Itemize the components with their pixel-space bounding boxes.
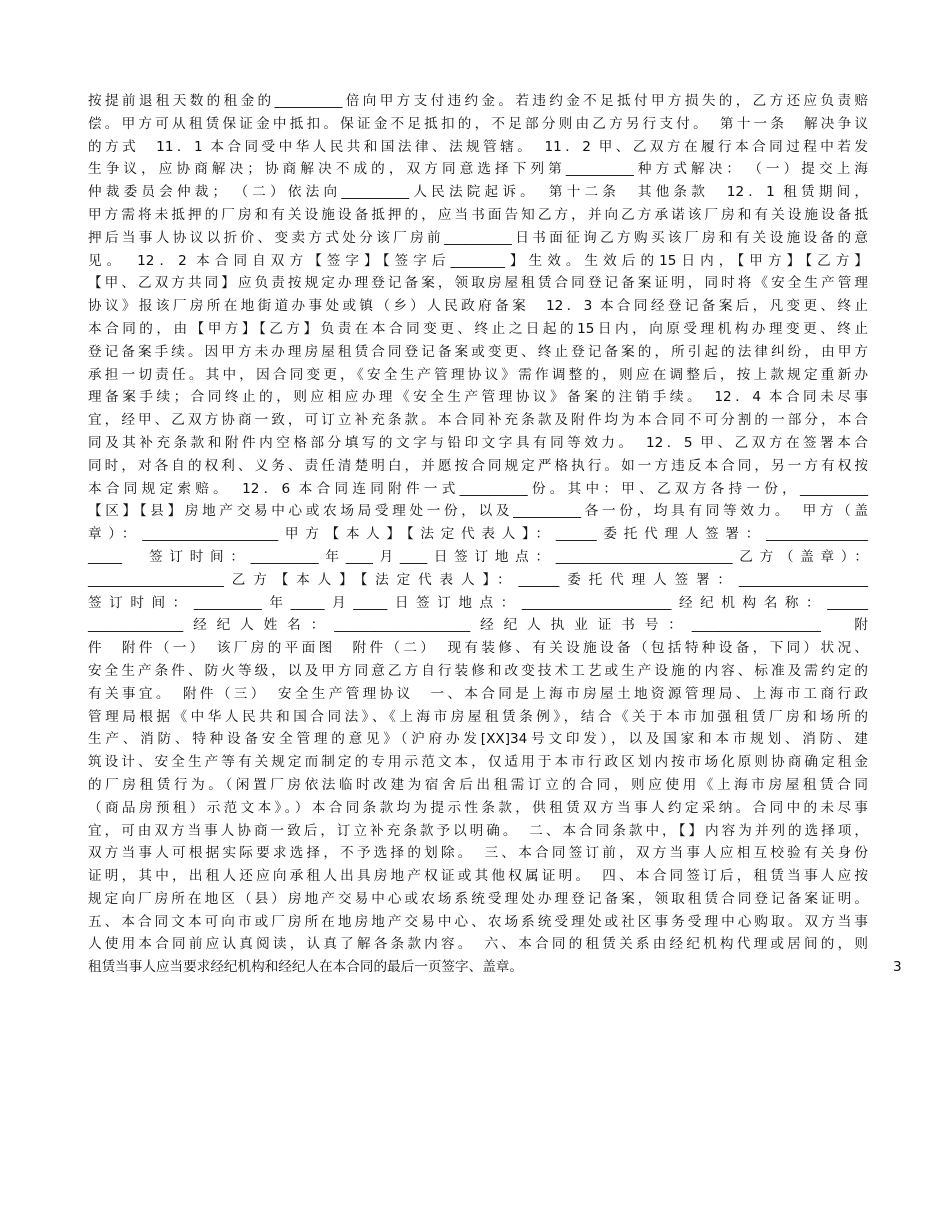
text-line: 生产、消防、特种设备安全管理的意见》（沪府办发[XX]34号文印发），以及国家和本市规划、消防、建 [88,731,868,748]
text-line: 押后当事人协议以折价、变卖方式处分该厂房前__________日书面征询乙方购买该厂房和有关设施设备的意 [88,229,868,246]
document-body [88,90,902,979]
text-line: 【甲、乙双方共同】应负责按规定办理登记备案，领取房屋租赁合同登记备案证明，同时将《安全生产管理 [88,275,868,292]
text-line: 件 附件（一） 该厂房的平面图 附件（二） 现有装修、有关设施设备（包括特种设备，下同）状况、 [88,640,868,657]
text-line: 按提前退租天数的租金的__________倍向甲方支付违约金。若违约金不足抵付甲方损失的，乙方还应负责赔 [88,93,868,109]
text-line: 本合同的，由【甲方】【乙方】负责在本合同变更、终止之日起的15日内，向原受理机构办理变更、终止 [88,320,868,337]
text-line: 安全生产条件、防火等级，以及甲方同意乙方自行装修和改变技术工艺或生产设施的内容、标准及需约定的 [88,662,868,679]
text-line: 【区】【县】房地产交易中心或农场局受理处一份，以及__________各一份，均具有同等效力。 甲方（盖 [88,503,868,520]
text-line: 章）：____________________甲方【本人】【法定代表人】：______委托代理人签署：_______________ [88,526,868,543]
text-line: 规定向厂房所在地区（县）房地产交易中心或农场系统受理处办理登记备案，领取租赁合同登记备案证明。 [88,890,868,907]
text-line: 仲裁委员会仲裁； （二）依法向__________人民法院起诉。 第十二条 其他条款 12．1 租赁期间， [88,184,868,201]
text-line: 证明，其中，出租人还应向承租人出具房地产权证或其他权属证明。 四、本合同签订后，租赁当事人应按 [88,868,868,885]
text-line: _____ 签订时间：__________年____月____日签订地点：__________________________乙方（盖章）： [88,548,868,565]
text-line: ______________经纪人姓名：____________________经纪人执业证书号：___________________ 附 [88,617,868,634]
text-line: 本合同规定索赔。 12．6 本合同连同附件一式__________份。其中：甲、乙双方各持一份，__________ [88,480,868,497]
text-line: ____________________乙方【本人】【法定代表人】：______委托代理人签署：___________________ [88,571,868,588]
text-line: 承担一切责任。其中，因合同变更，《安全生产管理协议》需作调整的，则应在调整后，按上款规定重新办 [88,366,868,383]
text-line: 同时，对各自的权利、义务、责任清楚明白，并愿按合同规定严格执行。如一方违反本合同，另一方有权按 [88,457,868,474]
text-line: 甲方需将未抵押的厂房和有关设施设备抵押的，应当书面告知乙方，并向乙方承诺该厂房和有关设施设备抵 [88,206,868,223]
text-line: 同及其补充条款和附件内空格部分填写的文字与铅印文字具有同等效力。 12．5 甲、乙双方在签署本合 [88,434,868,451]
text-line: 筑设计、安全生产等有关规定而制定的专用示范文本，仅适用于本市行政区划内按市场化原则协商确定租金 [88,754,868,771]
text-line-content: 租赁当事人应当要求经纪机构和经纪人在本合同的最后一页签字、盖章。 [88,959,523,976]
text-line: （商品房预租）示范文本》。）本合同条款均为提示性条款，供租赁双方当事人约定采纳。合同中的未尽事 [88,799,868,816]
text-line: 有关事宜。 附件（三） 安全生产管理协议 一、本合同是上海市房屋土地资源管理局、上海市工商行政 [88,685,868,702]
page-number: 3 [893,959,902,976]
text-line: 生争议，应协商解决；协商解决不成的，双方同意选择下列第__________种方式解决： （一）提交上海 [88,161,868,178]
text-line [88,956,902,979]
text-line: 见。 12．2 本合同自双方【签字】【签字后________】生效。生效后的15日内，【甲方】【乙方】 [88,252,868,269]
text-line: 双方当事人可根据实际要求选择，不予选择的划除。 三、本合同签订前，双方当事人应相互校验有关身份 [88,845,868,862]
text-line: 签订时间：__________年_____月_____日签订地点：______________________经纪机构名称：______ [88,594,868,611]
text-line: 的方式 11．1 本合同受中华人民共和国法律、法规管辖。 11．2 甲、乙双方在履行本合同过程中若发 [88,138,868,155]
text-line: 理备案手续；合同终止的，则应相应办理《安全生产管理协议》备案的注销手续。 12．4 本合同未尽事 [88,389,868,406]
text-line: 宜，经甲、乙双方协商一致，可订立补充条款。本合同补充条款及附件均为本合同不可分割的一部分，本合 [88,412,868,429]
text-line: 宜，可由双方当事人协商一致后，订立补充条款予以明确。 二、本合同条款中，【】内容为并列的选择项， [88,822,868,839]
text-line: 协议》报该厂房所在地街道办事处或镇（乡）人民政府备案 12．3 本合同经登记备案后，凡变更、终止 [88,298,868,315]
text-line: 登记备案手续。因甲方未办理房屋租赁合同登记备案或变更、终止登记备案的，所引起的法律纠纷，由甲方 [88,343,868,360]
text-line: 管理局根据《中华人民共和国合同法》、《上海市房屋租赁条例》，结合《关于本市加强租赁厂房和场所的 [88,708,868,725]
text-line: 的厂房租赁行为。（闲置厂房依法临时改建为宿舍后出租需订立的合同，则应使用《上海市房屋租赁合同 [88,776,868,793]
text-line: 人使用本合同前应认真阅读，认真了解各条款内容。 六、本合同的租赁关系由经纪机构代理或居间的，则 [88,936,868,953]
text-line: 偿。甲方可从租赁保证金中抵扣。保证金不足抵扣的，不足部分则由乙方另行支付。 第十一条 解决争议 [88,115,868,132]
text-line: 五、本合同文本可向市或厂房所在地房地产交易中心、农场系统受理处或社区事务受理中心购取。双方当事 [88,913,868,930]
